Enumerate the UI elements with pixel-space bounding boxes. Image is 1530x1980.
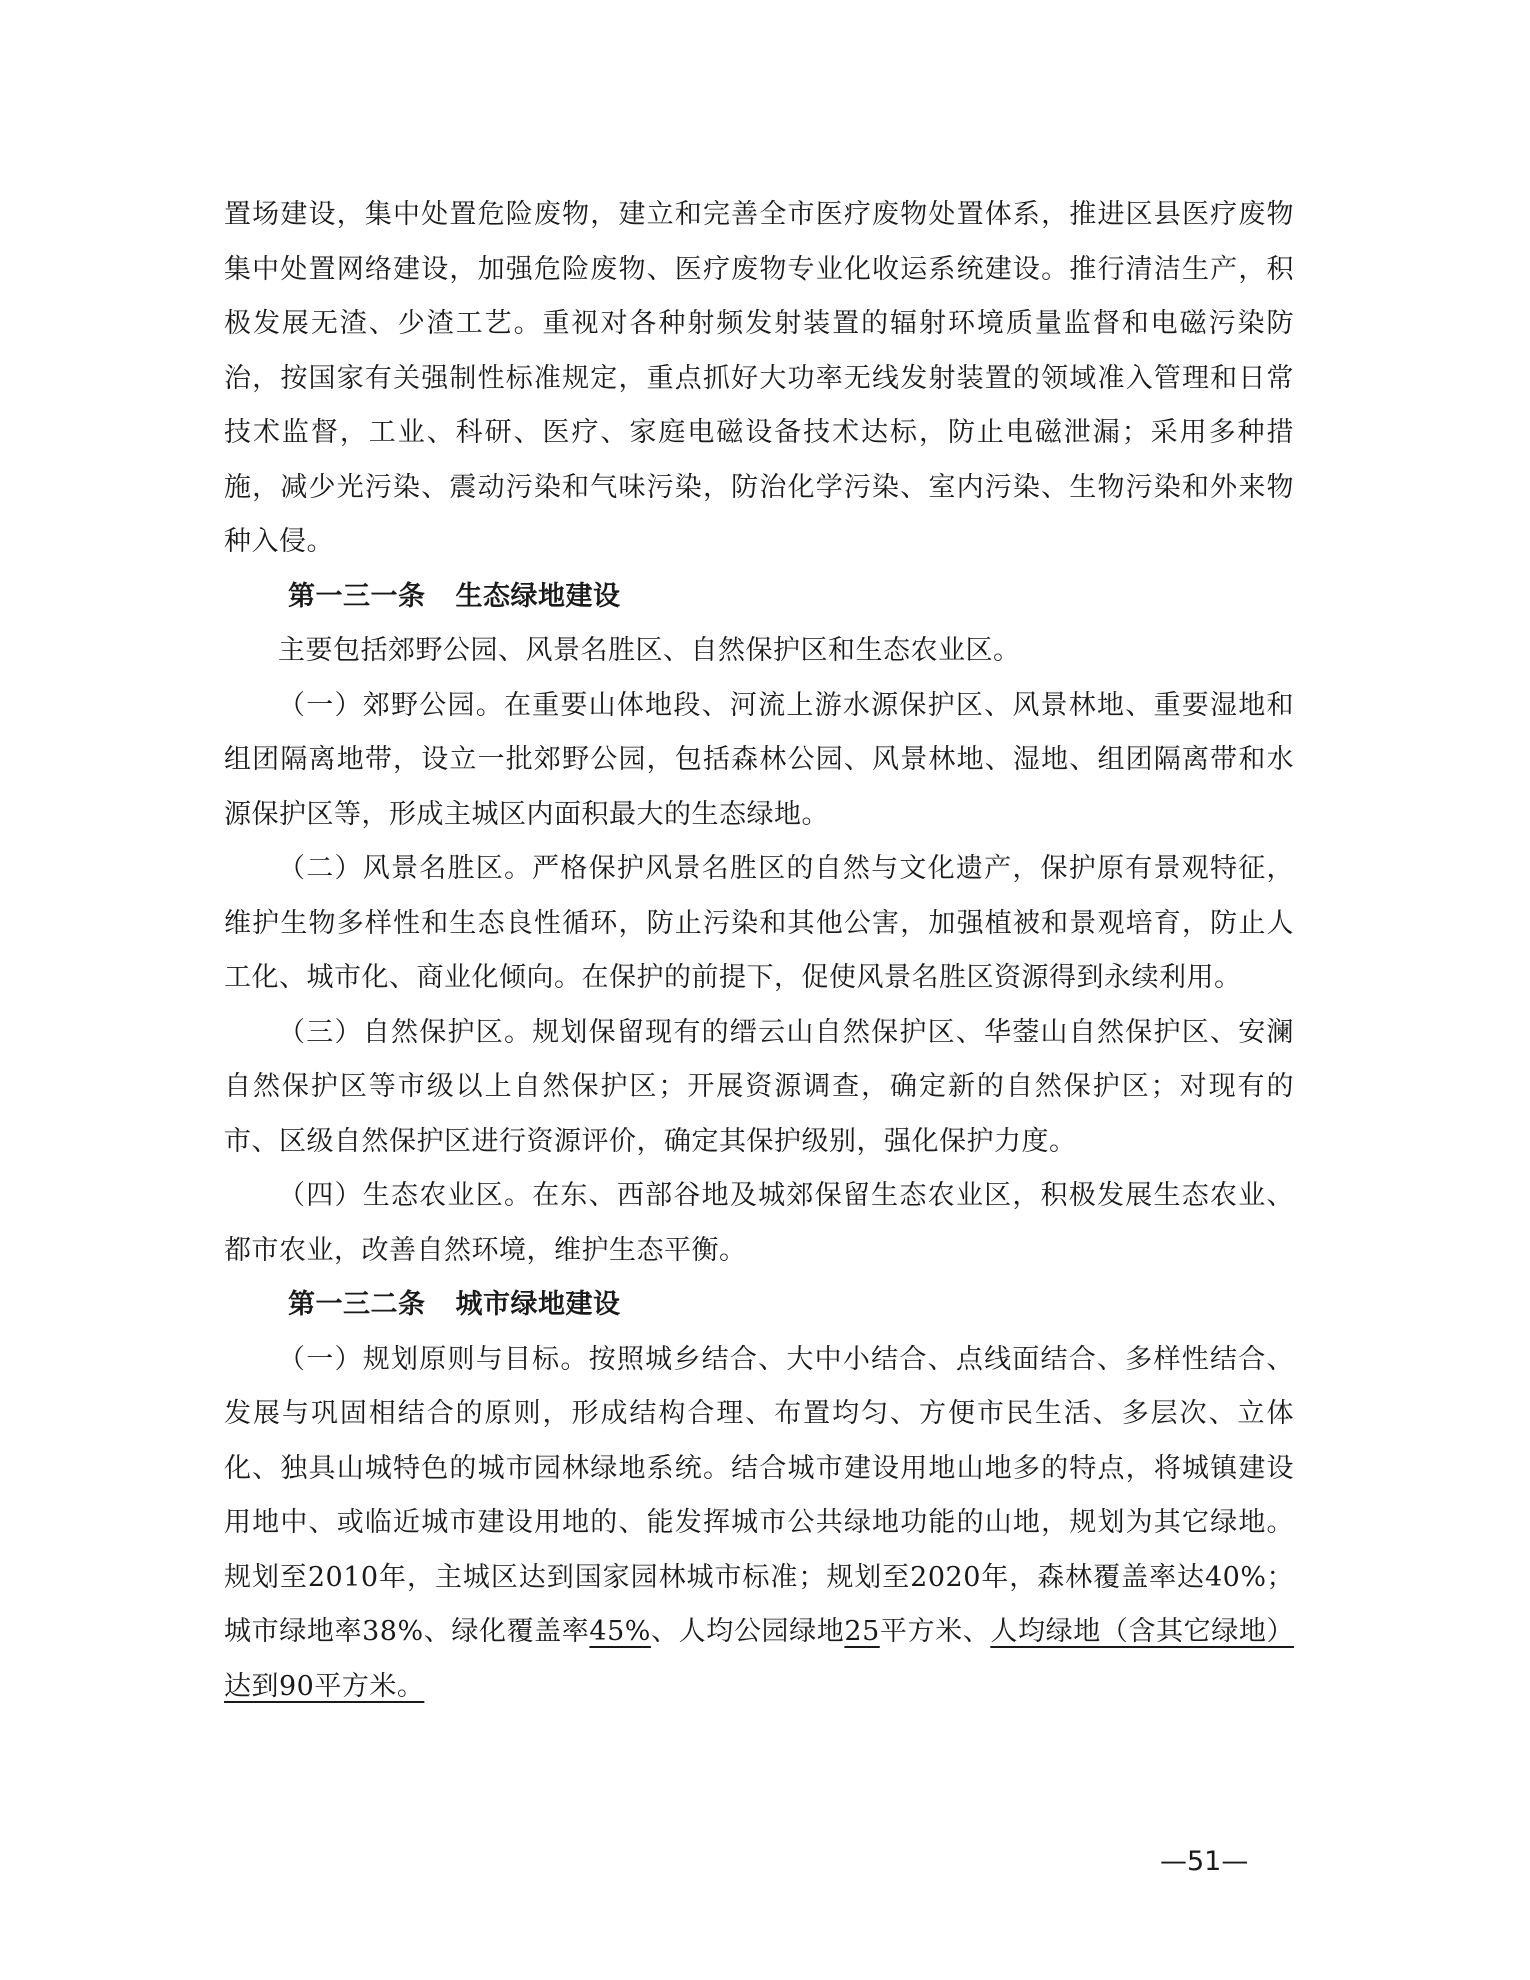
underlined-green-space-target: 人均绿地（含其它绿地）达到90平方米。 — [224, 1616, 1295, 1702]
article-131-heading — [224, 570, 1294, 625]
article-132-title: 城市绿地建设 — [455, 1289, 621, 1320]
article-132-heading — [224, 1278, 1294, 1333]
article-131-item-2: （二）风景名胜区。严格保护风景名胜区的自然与文化遗产，保护原有景观特征，维护生物多样性和生态良性循环，防止污染和其他公害，加强植被和景观培育，防止人工化、城市化、商业化倾向。在保护的前提下，促使风景名胜区资源得到永续利用。 — [224, 853, 1294, 993]
article-132-text-c: 、人均公园绿地 — [650, 1616, 845, 1647]
article-131-item-4: （四）生态农业区。在东、西部谷地及城郊保留生态农业区，积极发展生态农业、都市农业，改善自然环境，维护生态平衡。 — [224, 1180, 1294, 1266]
article-131-number: 第一三一条 — [288, 580, 426, 612]
document-body — [224, 188, 1294, 1714]
article-132-item-1 — [224, 1333, 1294, 1715]
article-131-item-3: （三）自然保护区。规划保留现有的缙云山自然保护区、华蓥山自然保护区、安澜自然保护区等市级以上自然保护区；开展资源调查，确定新的自然保护区；对现有的市、区级自然保护区进行资源评价，确定其保护级别，强化保护力度。 — [224, 1016, 1294, 1157]
underlined-park-area: 25 — [844, 1616, 880, 1647]
underlined-coverage-rate: 45% — [589, 1616, 651, 1647]
paragraph-continuation: 置场建设，集中处置危险废物，建立和完善全市医疗废物处置体系，推进区县医疗废物集中处置网络建设，加强危险废物、医疗废物专业化收运系统建设。推行清洁生产，积极发展无渣、少渣工艺。重视对各种射频发射装置的辐射环境质量监督和电磁污染防治，按国家有关强制性标准规定，重点抓好大功率无线发射装置的领域准入管理和日常技术监督，工业、科研、医疗、家庭电磁设备技术达标，防止电磁泄漏；采用多种措施，减少光污染、震动污染和气味污染，防治化学污染、室内污染、生物污染和外来物种入侵。 — [224, 199, 1294, 557]
article-132-text-a: （一）规划原则与目标。按照城乡结合、大中小结合、点线面结合、多样性结合、发展与巩固相结合的原则，形成结构合理、布置均匀、方便市民生活、多层次、立体化、独具山城特色的城市园林绿地系统。结合城市建设用地山地多的特点，将城镇建设用地中、或临近城市建设用地的、能发挥城市公共绿地功能的山地，规划为其它绿地。规划至2010年，主城区达到国家园林城市标准；规划至2020年，森林覆盖率达40%；城市绿地率38%、绿化覆盖率 — [224, 1343, 1294, 1647]
article-132-number: 第一三二条 — [288, 1289, 426, 1320]
article-131-item-1: （一）郊野公园。在重要山体地段、河流上游水源保护区、风景林地、重要湿地和组团隔离地带，设立一批郊野公园，包括森林公园、风景林地、湿地、组团隔离带和水源保护区等，形成主城区内面积最大的生态绿地。 — [224, 689, 1294, 830]
article-132-text-e: 平方米、 — [879, 1616, 991, 1647]
article-131-title: 生态绿地建设 — [455, 580, 621, 612]
article-131-intro: 主要包括郊野公园、风景名胜区、自然保护区和生态农业区。 — [278, 635, 1021, 666]
page-number: —51— — [1160, 1846, 1249, 1877]
